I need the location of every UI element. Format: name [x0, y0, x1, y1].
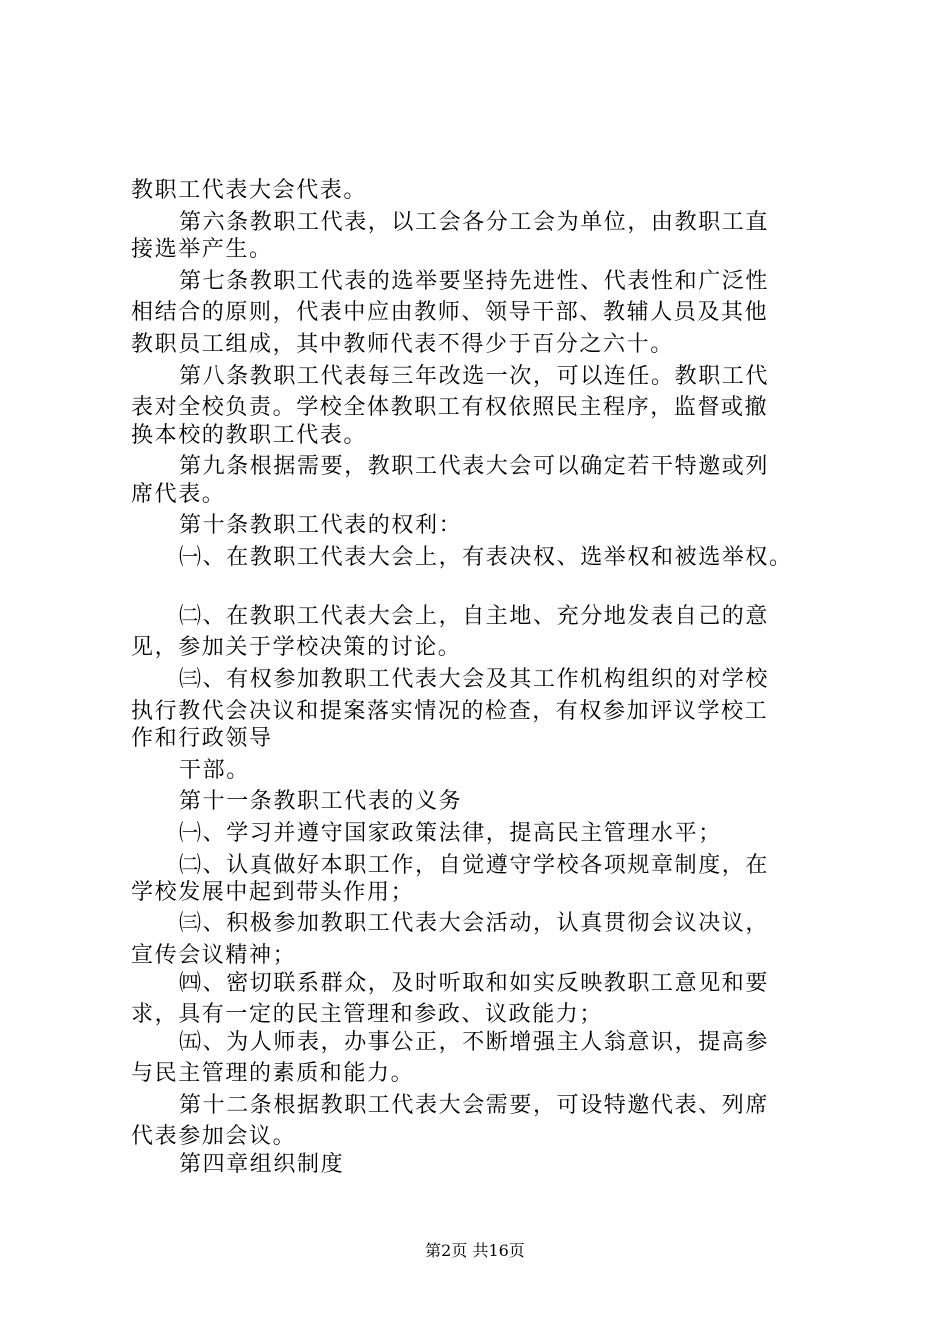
text-line: ㈠、学习并遵守国家政策法律，提高民主管理水平；	[179, 821, 722, 846]
text-line: 学校发展中起到带头作用；	[131, 880, 415, 905]
text-line: ㈠、在教职工代表大会上，有表决权、选举权和被选举权。	[179, 545, 793, 570]
text-line: 代表参加会议。	[131, 1124, 297, 1149]
text-line: ㈢、积极参加教职工代表大会活动，认真贯彻会议决议，	[179, 911, 770, 936]
text-line: 第四章组织制度	[179, 1152, 345, 1177]
text-line: ㈤、为人师表，办事公正，不断增强主人翁意识，提高参	[179, 1030, 770, 1055]
text-line: 执行教代会决议和提案落实情况的检查，有权参加评议学校工	[131, 699, 769, 724]
text-line: 作和行政领导	[131, 726, 273, 751]
text-line: 第十一条教职工代表的义务	[179, 789, 463, 814]
text-line: 教职工代表大会代表。	[131, 178, 368, 203]
text-line: 第六条教职工代表，以工会各分工会为单位，由教职工直	[179, 210, 770, 235]
text-line: ㈡、在教职工代表大会上，自主地、充分地发表自己的意	[179, 604, 770, 629]
text-line: 宣传会议精神；	[131, 943, 297, 968]
text-line: 干部。	[179, 758, 250, 783]
text-line: 席代表。	[131, 482, 226, 507]
text-line: 第十条教职工代表的权利：	[179, 513, 463, 538]
text-line: 见，参加关于学校决策的讨论。	[131, 635, 462, 660]
text-line: 换本校的教职工代表。	[131, 423, 368, 448]
text-line: 相结合的原则，代表中应由教师、领导干部、教辅人员及其他	[131, 300, 769, 325]
text-line: 教职员工组成，其中教师代表不得少于百分之六十。	[131, 332, 674, 357]
text-line: ㈢、有权参加教职工代表大会及其工作机构组织的对学校	[179, 667, 770, 692]
text-line: 表对全校负责。学校全体教职工有权依照民主程序，监督或撤	[131, 395, 769, 420]
text-line: 与民主管理的素质和能力。	[131, 1061, 415, 1086]
text-line: 第十二条根据教职工代表大会需要，可设特邀代表、列席	[179, 1093, 770, 1118]
text-line: 接选举产生。	[131, 237, 273, 262]
text-line: ㈡、认真做好本职工作，自觉遵守学校各项规章制度，在	[179, 853, 770, 878]
page-number: 第2页 共16页	[425, 1241, 525, 1260]
text-line: 第九条根据需要，教职工代表大会可以确定若干特邀或列	[179, 454, 770, 479]
text-line: 第八条教职工代表每三年改选一次，可以连任。教职工代	[179, 364, 770, 389]
text-line: ㈣、密切联系群众，及时听取和如实反映教职工意见和要	[179, 971, 770, 996]
text-line: 第七条教职工代表的选举要坚持先进性、代表性和广泛性	[179, 269, 770, 294]
text-line: 求，具有一定的民主管理和参政、议政能力；	[131, 1002, 604, 1027]
